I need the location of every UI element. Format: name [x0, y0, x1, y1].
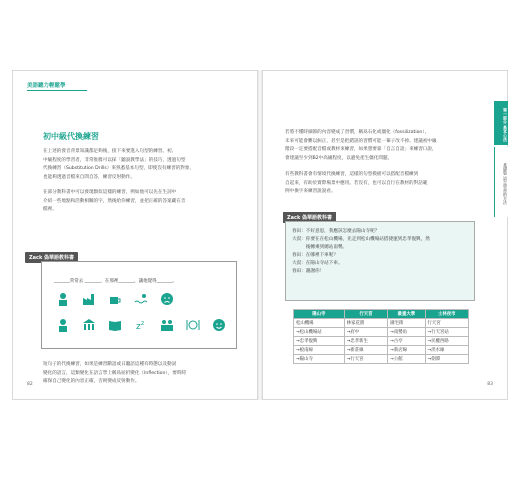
coffee-icon: [108, 292, 122, 306]
dialog-line: 春田：謝謝你！: [292, 269, 325, 274]
left-paragraph-3: 短句子的代換練習，如果是練習斷語或日聽語這種有時態以及動詞 變化的語言，這類變化在語言學上稱爲屈折變化（Inflection），要時時 確保自己變化的內容正確，否則變成反射動作。: [43, 362, 187, 385]
table-header: 最重大學: [388, 310, 425, 319]
page-header: 美語聽力輕鬆學: [27, 81, 87, 91]
svg-text:z: z: [136, 322, 141, 332]
dialog-line: 春田：在哪裡下車呢？: [292, 253, 338, 258]
icon-row-1: [56, 292, 174, 306]
table-row: →忠孝復興 →忠孝新生 →古亭 →民權西路: [294, 337, 469, 346]
dialog-line: 後轉乘到總站南勢。: [292, 245, 348, 250]
left-paragraph-2: 在部分教科書中可以發現類似這樣的練習，例如他可以先在生詞中 介紹一些地點和活動相關的字，然後給你練習，並把正確的答案藏在音 檔裡。: [43, 190, 186, 213]
dialog-badge: Zack 偽華語教科書: [283, 212, 336, 223]
dining-icon: [186, 318, 200, 332]
person-icon: [56, 318, 70, 332]
table-row: →陽山寺 →行天宮 →公館 →劍潭: [294, 355, 469, 364]
fill-in-sentence: _______常常去 _______，在那裡_______，讓他覺得_______。: [54, 279, 177, 284]
sleep-icon: [134, 318, 148, 332]
left-paragraph-1: 在上述的發音背景知識都足夠後，接下來要進入句型的練習。初、 中級程度的學習者，非常推薦可以採「聽說教學法」的技巧，透過句型 代換練習（Substitution Drills）來熟悉基本句型，即使沒有練習的對象， 也能夠透過音檔來自問自答，練習反射動作。: [43, 149, 195, 180]
sad-face-icon: [160, 292, 174, 306]
left-page: [12, 70, 258, 400]
people-icon: [160, 318, 174, 332]
person-icon: [56, 292, 70, 306]
dialog-line: 春田：不好意思，我應該怎麼去陽山寺呢？: [292, 229, 380, 234]
section-title: 初中級代換練習: [43, 132, 99, 141]
page-number: 83: [487, 382, 493, 387]
route-table: [293, 309, 469, 364]
svg-text:z: z: [141, 320, 145, 327]
page-number: 82: [27, 382, 33, 387]
example-box: [41, 261, 237, 349]
table-header: 行天宮: [344, 310, 387, 319]
right-paragraph-2: 有些教科書會有情境代換練習，這樣的句型模板可以搭配音檔練到 自起來，有助於實際場景中應用。若沒有，也可以自行在教材的對話範 例中換字來練習說說看。: [285, 172, 428, 195]
table-row: →松山機場站 →府中 →南勢角 →行天宮站: [294, 328, 469, 337]
table-header-row: [294, 310, 469, 319]
right-page: [262, 70, 508, 400]
dialog-line: 大叔：你要在在松山機場，先走到松山機場站搭捷運到忠孝復興，然: [292, 237, 430, 242]
smile-face-icon: [212, 318, 226, 332]
book-icon: [108, 318, 122, 332]
table-row: →板南線 →新莊線 →新店線 →淡水線: [294, 346, 469, 355]
chapter-tab: 第一部分 基本心法: [494, 101, 508, 145]
factory-icon: [82, 292, 96, 306]
example-badge: Zack 偽華語教科書: [25, 252, 78, 263]
table-header: 陽山寺: [294, 310, 345, 319]
table-header: 士林夜市: [425, 310, 468, 319]
right-paragraph-1: 若將不懂時細節的內容變成了習慣，稱爲石化或僵化（fossilization）， 未來可能會難以糾正，甚至是把錯誤的習慣可能一輩子改不掉。建議初中級 階段一定要搭配音檔或教材來練習，如果想要靠「自言自語」來練習口說， 會建議至少到B2中高級程度，以避免產生僵化問題。: [285, 130, 437, 161]
table-row: 松山機場 林家花園 國宅街 行天宮: [294, 319, 469, 328]
swimmer-icon: [134, 292, 148, 306]
chapter-subtab: 基礎篇 語言學習的方法: [494, 147, 508, 217]
icon-row-2: [56, 318, 226, 332]
dialog-line: 大叔：在陽山寺站下車。: [292, 261, 343, 266]
bank-icon: [82, 318, 96, 332]
dialog-box: [285, 221, 475, 301]
